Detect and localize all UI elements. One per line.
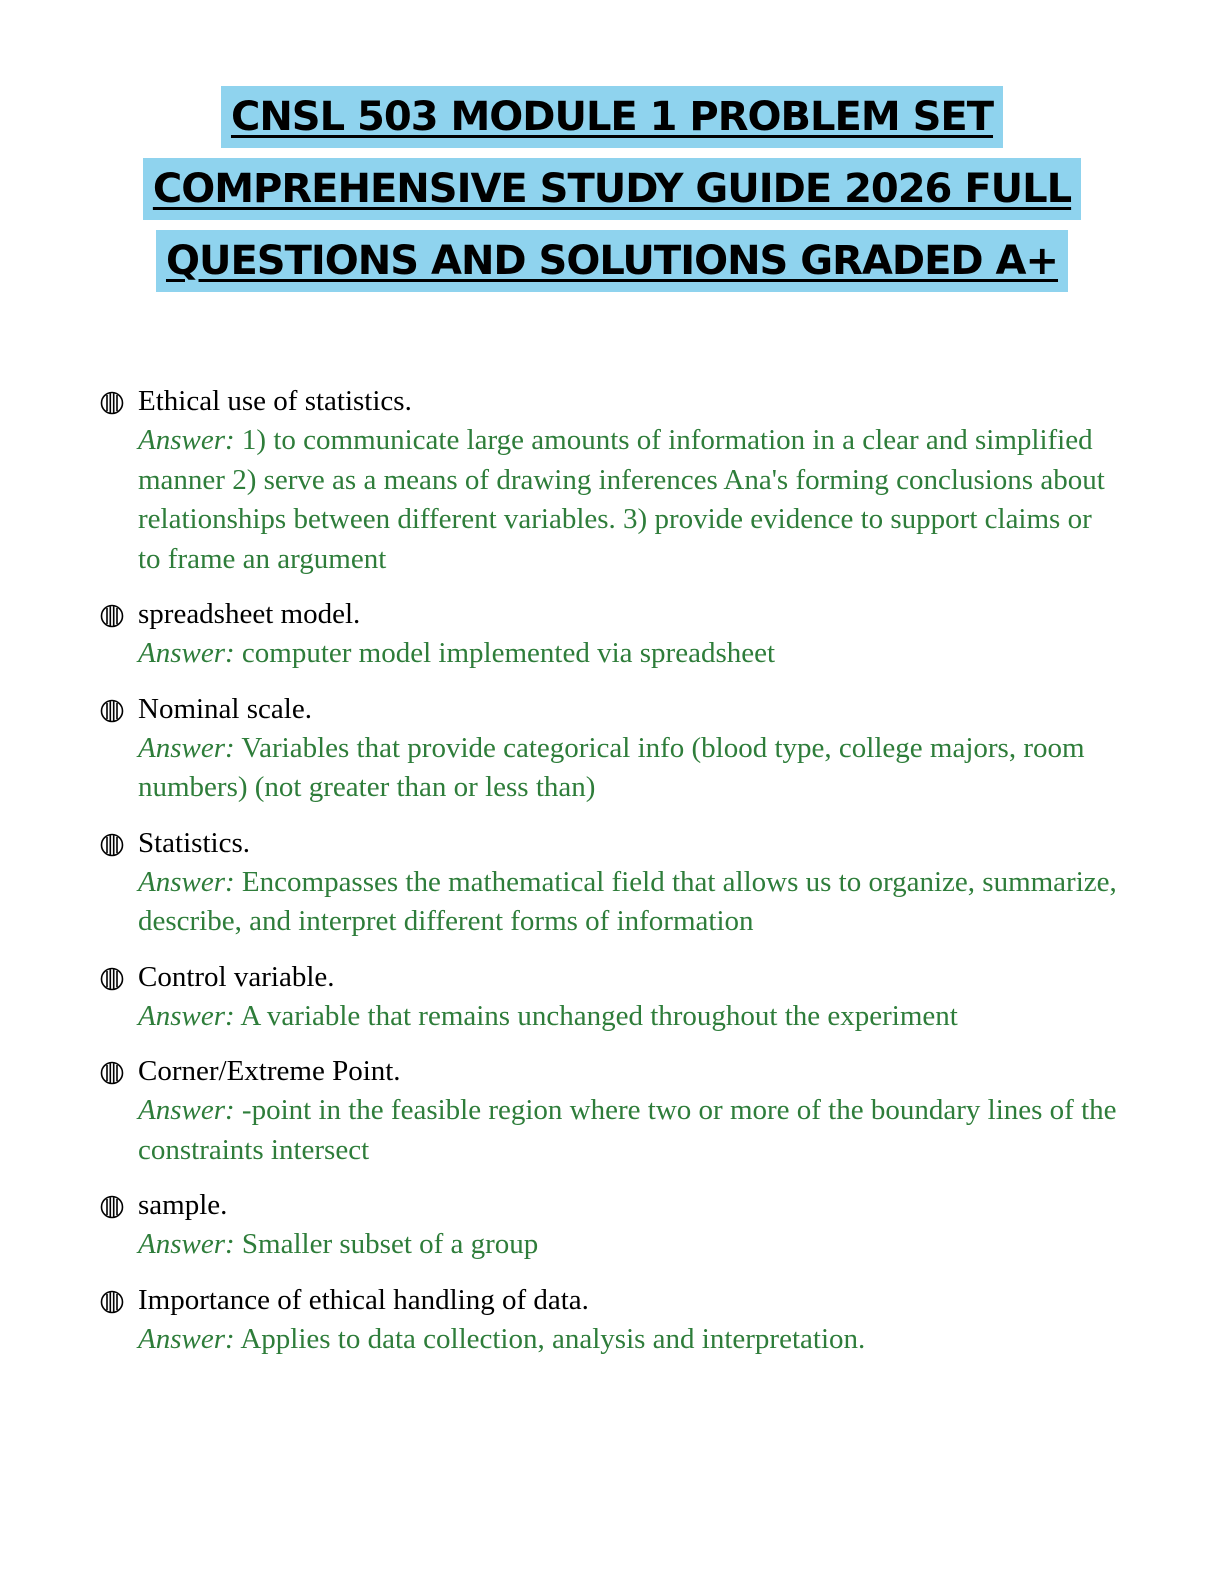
answer-body: A variable that remains unchanged throughout the experiment	[240, 999, 958, 1032]
answer-label: Answer:	[138, 1322, 235, 1355]
answer-label: Answer:	[138, 731, 235, 764]
circle-stripes-icon	[100, 699, 124, 723]
answer-text	[138, 1320, 1120, 1360]
answer-text	[138, 729, 1120, 808]
answer-body: Encompasses the mathematical field that allows us to organize, summarize, describe, and interpret different forms of information	[138, 865, 1117, 937]
answer-body: Applies to data collection, analysis and interpretation.	[240, 1322, 866, 1355]
answer-body: computer model implemented via spreadsheet	[241, 637, 776, 669]
title-line-3: QUESTIONS AND SOLUTIONS GRADED A+	[156, 230, 1068, 292]
answer-label: Answer:	[138, 424, 235, 456]
question-text: Importance of ethical handling of data.	[138, 1283, 589, 1316]
answer-label: Answer:	[138, 637, 235, 669]
question-text: spreadsheet model.	[138, 598, 361, 630]
circle-stripes-icon	[100, 604, 124, 628]
answer-label: Answer:	[138, 999, 235, 1032]
answer-label: Answer:	[138, 1094, 235, 1126]
question-text: Nominal scale.	[138, 692, 312, 725]
circle-stripes-icon	[100, 1290, 124, 1314]
document-title	[0, 86, 1224, 302]
question-text: Statistics.	[138, 826, 250, 859]
question-text: sample.	[138, 1189, 228, 1221]
question-list	[100, 382, 1120, 1375]
circle-stripes-icon	[100, 967, 124, 991]
title-line-1: CNSL 503 MODULE 1 PROBLEM SET	[221, 86, 1003, 148]
answer-label: Answer:	[138, 1228, 235, 1260]
title-line-2: COMPREHENSIVE STUDY GUIDE 2026 FULL	[143, 158, 1081, 220]
circle-stripes-icon	[100, 391, 124, 415]
question-item	[100, 1281, 1120, 1360]
question-item	[100, 1186, 1120, 1265]
answer-text	[138, 634, 1120, 674]
circle-stripes-icon	[100, 833, 124, 857]
answer-body: -point in the feasible region where two or more of the boundary lines of the constraints intersect	[138, 1094, 1117, 1166]
question-item	[100, 382, 1120, 579]
question-text: Ethical use of statistics.	[138, 385, 412, 417]
circle-stripes-icon	[100, 1061, 124, 1085]
answer-text	[138, 1091, 1120, 1170]
answer-text	[138, 863, 1120, 942]
question-item	[100, 1052, 1120, 1170]
answer-text	[138, 1225, 1120, 1265]
answer-label: Answer:	[138, 865, 235, 898]
circle-stripes-icon	[100, 1195, 124, 1219]
question-item	[100, 595, 1120, 674]
answer-body: Smaller subset of a group	[241, 1228, 539, 1260]
question-text: Control variable.	[138, 960, 335, 993]
answer-text	[138, 997, 1120, 1037]
answer-text	[138, 421, 1120, 579]
question-item	[100, 958, 1120, 1037]
question-item	[100, 824, 1120, 942]
question-text: Corner/Extreme Point.	[138, 1055, 401, 1087]
answer-body: Variables that provide categorical info (blood type, college majors, room numbers) (not greater than or less than)	[138, 731, 1085, 803]
question-item	[100, 690, 1120, 808]
answer-body: 1) to communicate large amounts of information in a clear and simplified manner 2) serve as a means of drawing inferences Ana's forming conclusions about relationships between different variables. 3) provide evidence to support claims or to frame an argument	[138, 424, 1105, 575]
